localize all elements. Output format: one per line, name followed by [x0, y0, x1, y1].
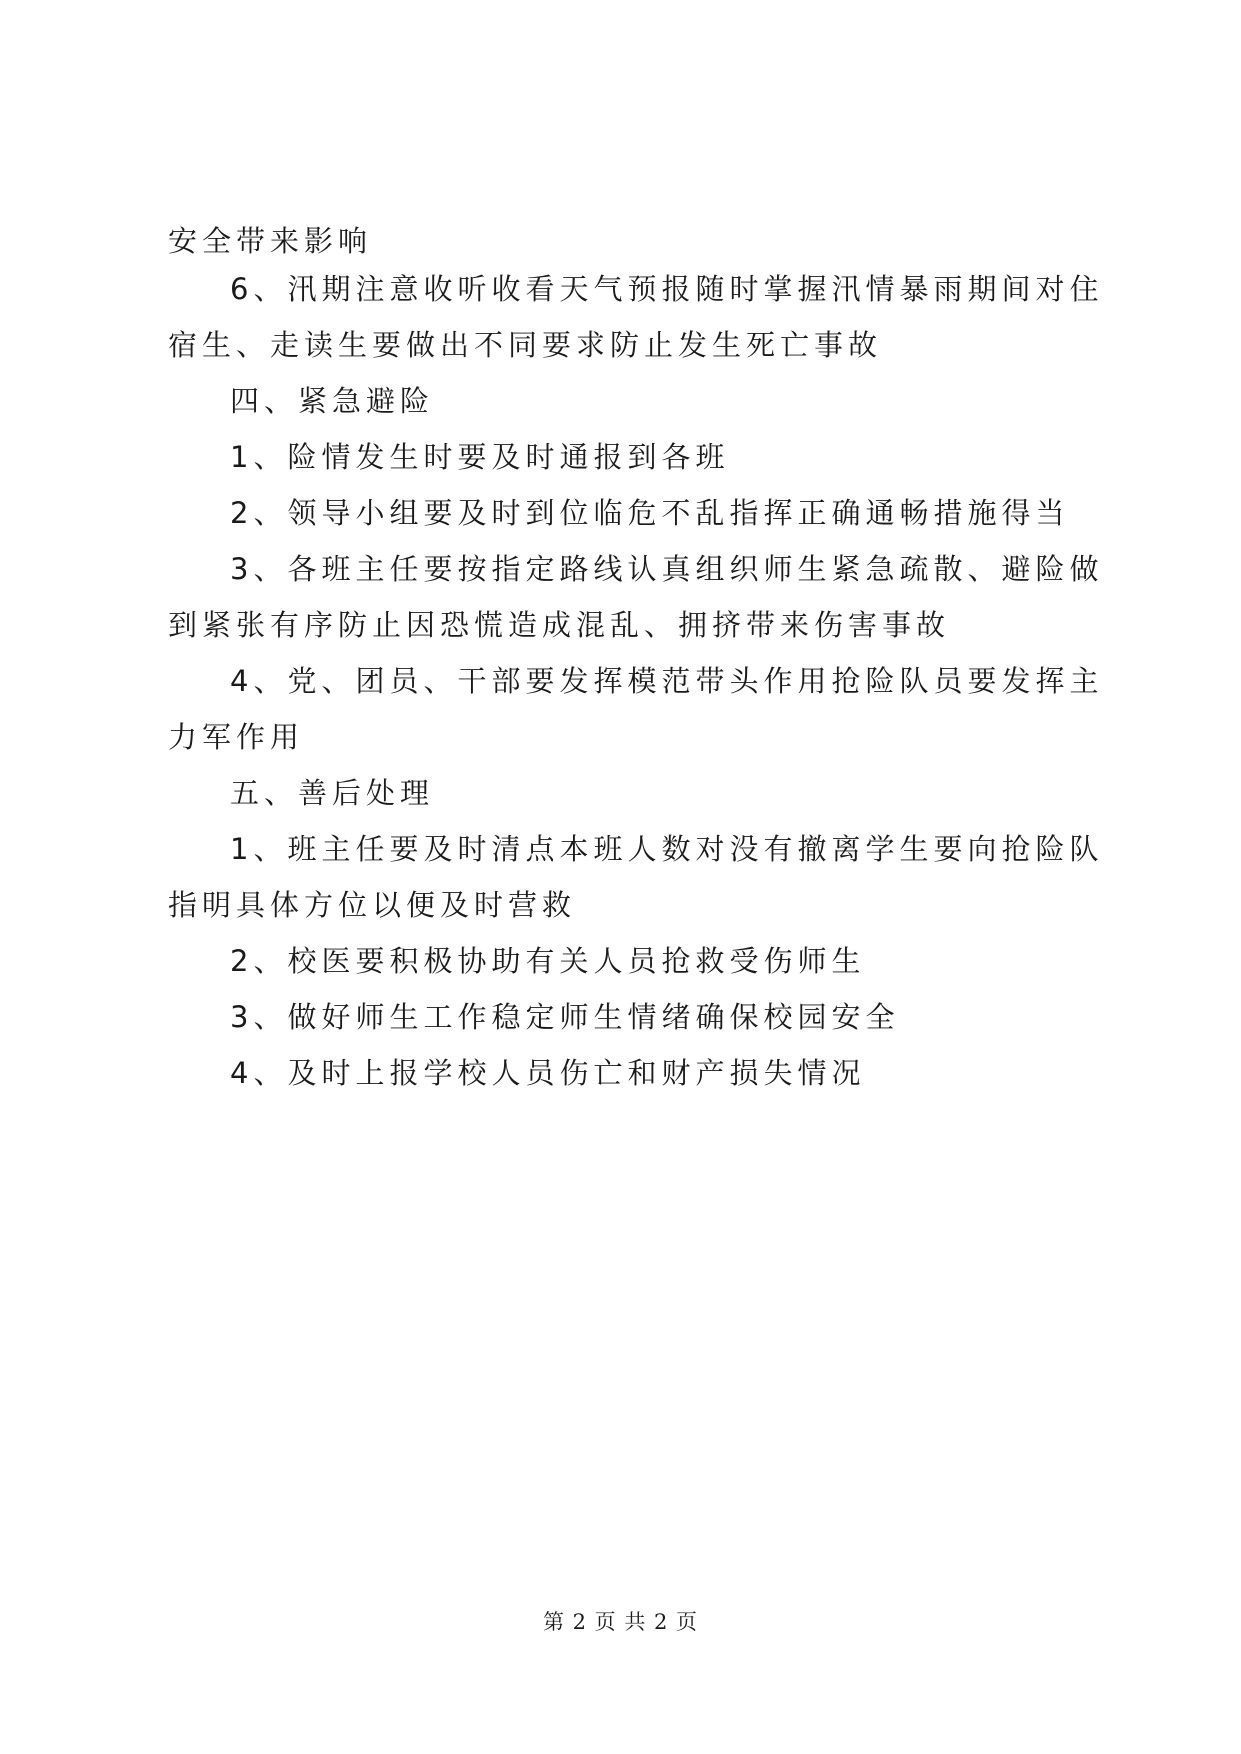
paragraph-line: 指明具体方位以便及时营救 — [168, 888, 577, 922]
paragraph-line: 宿生、走读生要做出不同要求防止发生死亡事故 — [168, 328, 883, 362]
paragraph-line: 3、做好师生工作稳定师生情绪确保校园安全 — [230, 1000, 900, 1034]
paragraph-line: 1、班主任要及时清点本班人数对没有撤离学生要向抢险队 — [230, 832, 1104, 866]
paragraph-line: 到紧张有序防止因恐慌造成混乱、拥挤带来伤害事故 — [168, 608, 951, 642]
section-heading: 五、善后处理 — [230, 776, 435, 810]
paragraph-line: 2、校医要积极协助有关人员抢救受伤师生 — [230, 944, 866, 978]
section-heading: 四、紧急避险 — [230, 384, 435, 418]
paragraph-line: 2、领导小组要及时到位临危不乱指挥正确通畅措施得当 — [230, 496, 1070, 530]
paragraph-line: 力军作用 — [168, 720, 305, 754]
page-number-footer: 第 2 页 共 2 页 — [542, 1610, 699, 1634]
paragraph-line: 4、党、团员、干部要发挥模范带头作用抢险队员要发挥主 — [230, 664, 1104, 698]
paragraph-line: 1、险情发生时要及时通报到各班 — [230, 440, 730, 474]
paragraph-line: 3、各班主任要按指定路线认真组织师生紧急疏散、避险做 — [230, 552, 1104, 586]
paragraph-line: 6、汛期注意收听收看天气预报随时掌握汛情暴雨期间对住 — [230, 272, 1104, 306]
paragraph-line: 4、及时上报学校人员伤亡和财产损失情况 — [230, 1056, 866, 1090]
paragraph-line: 安全带来影响 — [168, 224, 373, 258]
